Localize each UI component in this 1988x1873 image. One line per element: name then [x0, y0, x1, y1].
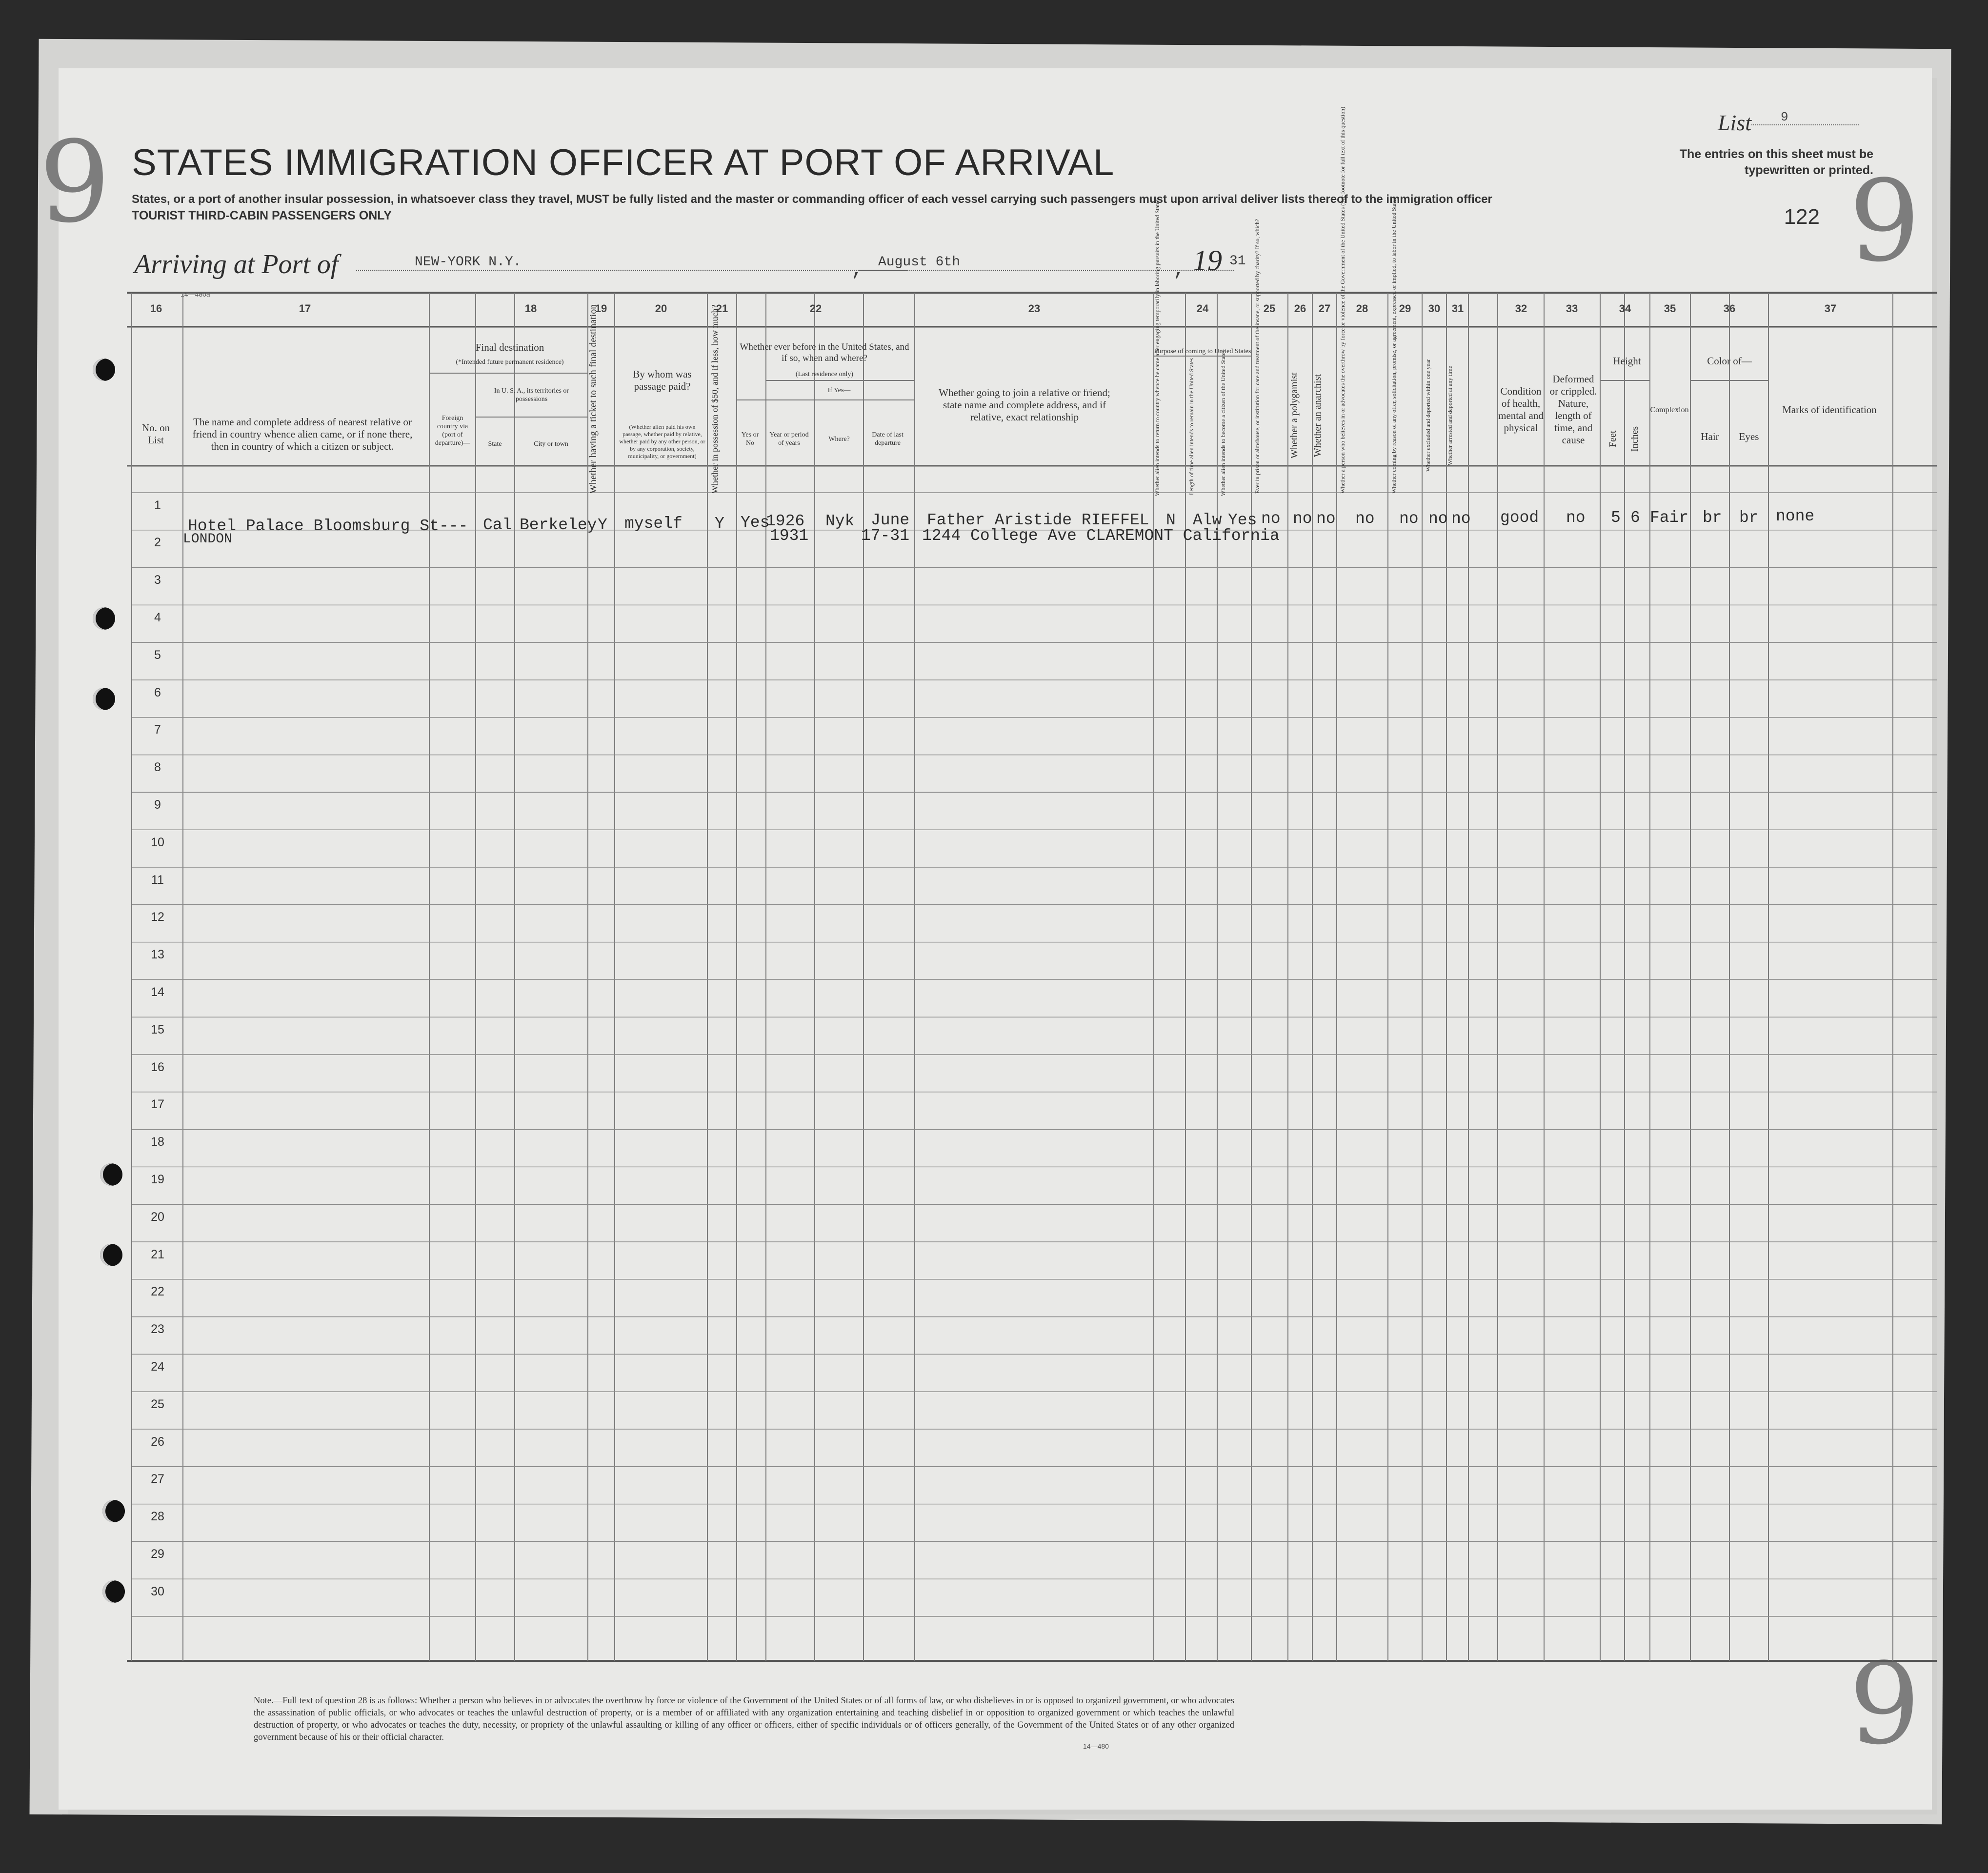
- row-number: 8: [154, 760, 161, 775]
- column-number: 31: [1451, 302, 1464, 315]
- header-before-note: (Last residence only): [795, 371, 854, 378]
- header-inches: Inches: [1629, 426, 1640, 452]
- column-number: 16: [150, 302, 162, 315]
- entry-city: Berkeley: [520, 516, 597, 534]
- row-number: 2: [154, 536, 161, 550]
- row-number: 26: [151, 1435, 164, 1449]
- entry-inches: 6: [1630, 509, 1640, 527]
- table-grid: [59, 68, 1932, 1810]
- entry-before-in-us: Yes: [741, 514, 770, 532]
- column-number: 34: [1619, 302, 1631, 315]
- year-prefix: 19: [1193, 244, 1222, 277]
- row-number: 12: [151, 910, 164, 924]
- header-where: Where?: [828, 435, 850, 443]
- entry-excluded: no: [1428, 510, 1448, 528]
- entry-complexion: Fair: [1650, 509, 1689, 527]
- column-number: 18: [524, 302, 537, 315]
- column-number: 25: [1263, 302, 1276, 315]
- row-number: 27: [151, 1472, 164, 1486]
- header-deported: Whether arrested and deported at any time: [1446, 366, 1453, 465]
- subtitle-line1: States, or a port of another insular possession, in whatsoever class they travel, MUST be fully listed and the master or commanding officer of each vessel carrying such passengers must upon arrival deliver lists thereof to the immigration officer: [132, 193, 1492, 206]
- entry-health: good: [1500, 509, 1539, 527]
- entry-state: Cal: [483, 516, 512, 534]
- row-number: 11: [151, 873, 164, 887]
- header-foreign-country: Foreign country via (port of departure)—: [435, 414, 470, 447]
- header-ticket: Whether having a ticket to such final destination: [588, 304, 599, 494]
- punch-hole: [93, 688, 115, 710]
- header-citizen-intent: Whether alien intends to become a citizen of the United States: [1220, 350, 1226, 496]
- page-number-top-right: 9: [1849, 157, 1921, 287]
- entry-labor-offer: no: [1399, 510, 1419, 528]
- header-prison: Ever in prison or almshouse, or institution for care and treatment of the insane, or supported by charity? If so, which?: [1254, 219, 1261, 494]
- column-number: 17: [299, 302, 311, 315]
- header-anarchist: Whether an anarchist: [1312, 374, 1323, 457]
- column-number: 35: [1664, 302, 1676, 315]
- header-state: State: [488, 440, 502, 448]
- form-ref-top: 14—480a: [181, 290, 210, 298]
- row-number: 21: [151, 1247, 164, 1261]
- header-before-in-us: Whether ever before in the United States, and if so, when and where?: [740, 342, 909, 363]
- header-joining-relative: Whether going to join a relative or friend; state name and complete address, and if relative, exact relationship: [939, 386, 1110, 423]
- entry-departure-line2: 17-31: [861, 527, 910, 545]
- footnote-question-28: Note.—Full text of question 28 is as follows: Whether a person who believes in or advocates the overthrow by force or violence of the Government of the United States or of all forms of law, or who disbelieves in or is opposed to organized government, or who advocates the assassination of public officials, or who advocates or teaches the unlawful destruction of property, or is a member of or affiliated with any organization entertaining and teaching disbelief in or opposition to organized government or which teaches the unlawful destruction of property, or who advocates or teaches the duty, necessity, or propriety of the unlawful assaulting or killing of any officer or officers, either of specific individuals or of officers generally, of the Government of the United States or of any other organized government because of his or their official character.: [254, 1696, 1234, 1742]
- entry-relative-line2: LONDON: [183, 532, 232, 547]
- row-number: 1: [154, 498, 161, 512]
- header-labor-offer: Whether coming by reason of any offer, solicitation, promise, or agreement, expressed or implied, to labor in the United States: [1390, 197, 1397, 494]
- entry-where: Nyk: [825, 512, 855, 530]
- row-number: 5: [154, 648, 161, 662]
- entry-paid-by: myself: [624, 515, 683, 533]
- header-height: Height: [1613, 355, 1641, 367]
- entry-joining-line2: 1244 College Ave CLAREMONT California: [922, 527, 1280, 545]
- entries-note: The entries on this sheet must be typewritten or printed.: [1679, 147, 1873, 177]
- entry-ticket: Y: [598, 516, 607, 534]
- entry-hair: br: [1703, 509, 1722, 527]
- header-deformed: Deformed or crippled. Nature, length of time, and cause: [1549, 373, 1597, 446]
- row-number: 18: [151, 1135, 164, 1149]
- row-number: 13: [151, 948, 164, 962]
- column-number: 21: [716, 302, 728, 315]
- header-no-on-list: No. on List: [141, 422, 170, 446]
- punch-hole: [102, 1580, 125, 1603]
- entry-years-line1: 1926: [766, 512, 805, 530]
- column-number: 29: [1399, 302, 1411, 315]
- sheet-number: 122: [1784, 205, 1820, 229]
- row-number: 19: [151, 1173, 164, 1186]
- header-length-of-stay: Length of time alien intends to remain in the United States: [1188, 358, 1195, 496]
- row-number: 23: [151, 1322, 164, 1336]
- header-in-usa: In U. S. A., its territories or possessions: [494, 387, 569, 403]
- row-number: 3: [154, 573, 161, 587]
- row-number: 25: [151, 1397, 164, 1411]
- header-hair: Hair: [1701, 430, 1719, 442]
- arriving-label: Arriving at Port of: [134, 249, 339, 279]
- row-number: 24: [151, 1360, 164, 1374]
- row-number: 10: [151, 835, 164, 849]
- header-eyes: Eyes: [1739, 430, 1759, 442]
- row-number: 9: [154, 798, 161, 812]
- header-year-period: Year or period of years: [769, 431, 809, 447]
- header-return-intent: Whether alien intends to return to country whence he came after engaging temporarily in laboring pursuits in the United States: [1154, 199, 1161, 496]
- entry-marks: none: [1776, 507, 1815, 525]
- header-final-destination: Final destination: [475, 341, 544, 353]
- header-relative: The name and complete address of nearest relative or friend in country whence alien came, or if none there, then in country of which a citizen or subject.: [192, 416, 413, 452]
- header-feet: Feet: [1607, 430, 1618, 448]
- column-number: 19: [595, 302, 607, 315]
- port-value: NEW-YORK N.Y.: [415, 255, 522, 270]
- header-purpose: Purpose of coming to United States: [1154, 347, 1251, 355]
- row-number: 20: [151, 1210, 164, 1224]
- column-number: 37: [1824, 302, 1837, 315]
- row-number: 14: [151, 985, 164, 999]
- column-number: 26: [1294, 302, 1306, 315]
- entry-deformed: no: [1566, 509, 1586, 527]
- header-if-yes: If Yes—: [827, 386, 851, 394]
- punch-hole: [102, 1500, 125, 1522]
- manifest-sheet: [39, 68, 1932, 1810]
- entry-eyes: br: [1739, 509, 1759, 527]
- header-yes-or-no: Yes or No: [741, 431, 759, 447]
- entry-foreign-via: ---: [439, 517, 468, 535]
- entry-anarchist: no: [1316, 510, 1336, 528]
- column-number: 36: [1723, 302, 1736, 315]
- entry-citizen-intent: Yes: [1228, 511, 1257, 529]
- year-suffix: 31: [1229, 254, 1246, 269]
- punch-hole: [100, 1163, 122, 1186]
- date-value: August 6th: [878, 255, 961, 270]
- entry-return-intent: N: [1166, 511, 1176, 529]
- entry-polygamist: no: [1293, 510, 1312, 528]
- punch-hole: [100, 1244, 122, 1266]
- form-ref-bottom: 14—480: [1083, 1742, 1109, 1750]
- column-number: 32: [1515, 302, 1527, 315]
- header-city: City or town: [534, 440, 568, 448]
- row-number: 22: [151, 1285, 164, 1299]
- list-value: 9: [1751, 110, 1859, 125]
- column-number: 27: [1318, 302, 1331, 315]
- list-label: List: [1717, 110, 1751, 135]
- entry-relative-line1: Hotel Palace Bloomsburg St: [188, 517, 439, 535]
- comma-2: ,: [1173, 259, 1185, 281]
- entry-departure-line1: June: [871, 511, 910, 529]
- row-number: 6: [154, 685, 161, 699]
- header-final-destination-note: (*Intended future permanent residence): [456, 359, 564, 366]
- header-excluded: Whether excluded and deported within one year: [1425, 359, 1431, 472]
- row-number: 15: [151, 1022, 164, 1036]
- header-passage-paid-note: (Whether alien paid his own passage, whether paid by relative, whether paid by any other person, or by any corporation, society, municipality, or government): [619, 423, 705, 459]
- row-number: 29: [151, 1547, 164, 1561]
- header-fifty-dollars: Whether in possession of $50, and if less, how much?: [710, 304, 720, 494]
- entry-feet: 5: [1611, 509, 1621, 527]
- column-number: 24: [1196, 302, 1209, 315]
- header-marks: Marks of identification: [1782, 403, 1877, 416]
- header-color-of: Color of—: [1707, 355, 1752, 367]
- row-number: 7: [154, 723, 161, 737]
- entry-prison: no: [1261, 510, 1281, 528]
- column-number: 33: [1566, 302, 1578, 315]
- row-number: 4: [154, 611, 161, 624]
- entry-years-line2: 1931: [770, 527, 809, 545]
- header-health: Condition of health, mental and physical: [1498, 385, 1544, 434]
- row-number: 17: [151, 1097, 164, 1112]
- row-number: 28: [151, 1510, 164, 1524]
- column-number: 28: [1356, 302, 1368, 315]
- punch-hole: [93, 607, 115, 630]
- entry-joining-line1: Father Aristide RIEFFEL: [927, 511, 1149, 529]
- entry-money: Y: [715, 515, 724, 533]
- header-overthrow: Whether a person who believes in or advocates the overthrow by force or violence of the Government of the United States (See footnote for full text of this question): [1339, 106, 1346, 494]
- column-number: 20: [655, 302, 667, 315]
- entry-deported: no: [1451, 510, 1471, 528]
- header-passage-paid: By whom was passage paid?: [633, 368, 692, 392]
- header-complexion: Complexion: [1650, 405, 1689, 414]
- punch-hole: [93, 359, 115, 381]
- page-number-bottom-right: 9: [1849, 1639, 1921, 1770]
- entry-overthrow: no: [1355, 510, 1375, 528]
- comma-1: ,: [851, 259, 863, 281]
- page-title: STATES IMMIGRATION OFFICER AT PORT OF ARRIVAL: [132, 142, 1115, 183]
- entry-length-of-stay: Alw: [1193, 511, 1222, 529]
- column-number: 23: [1028, 302, 1041, 315]
- header-date-departure: Date of last departure: [872, 431, 904, 447]
- column-number: 22: [809, 302, 822, 315]
- row-number: 16: [151, 1060, 164, 1074]
- header-polygamist: Whether a polygamist: [1289, 372, 1300, 459]
- page-number-left: 9: [39, 118, 111, 248]
- row-number: 30: [151, 1584, 164, 1598]
- subtitle-line2: TOURIST THIRD-CABIN PASSENGERS ONLY: [132, 209, 392, 222]
- column-number: 30: [1428, 302, 1441, 315]
